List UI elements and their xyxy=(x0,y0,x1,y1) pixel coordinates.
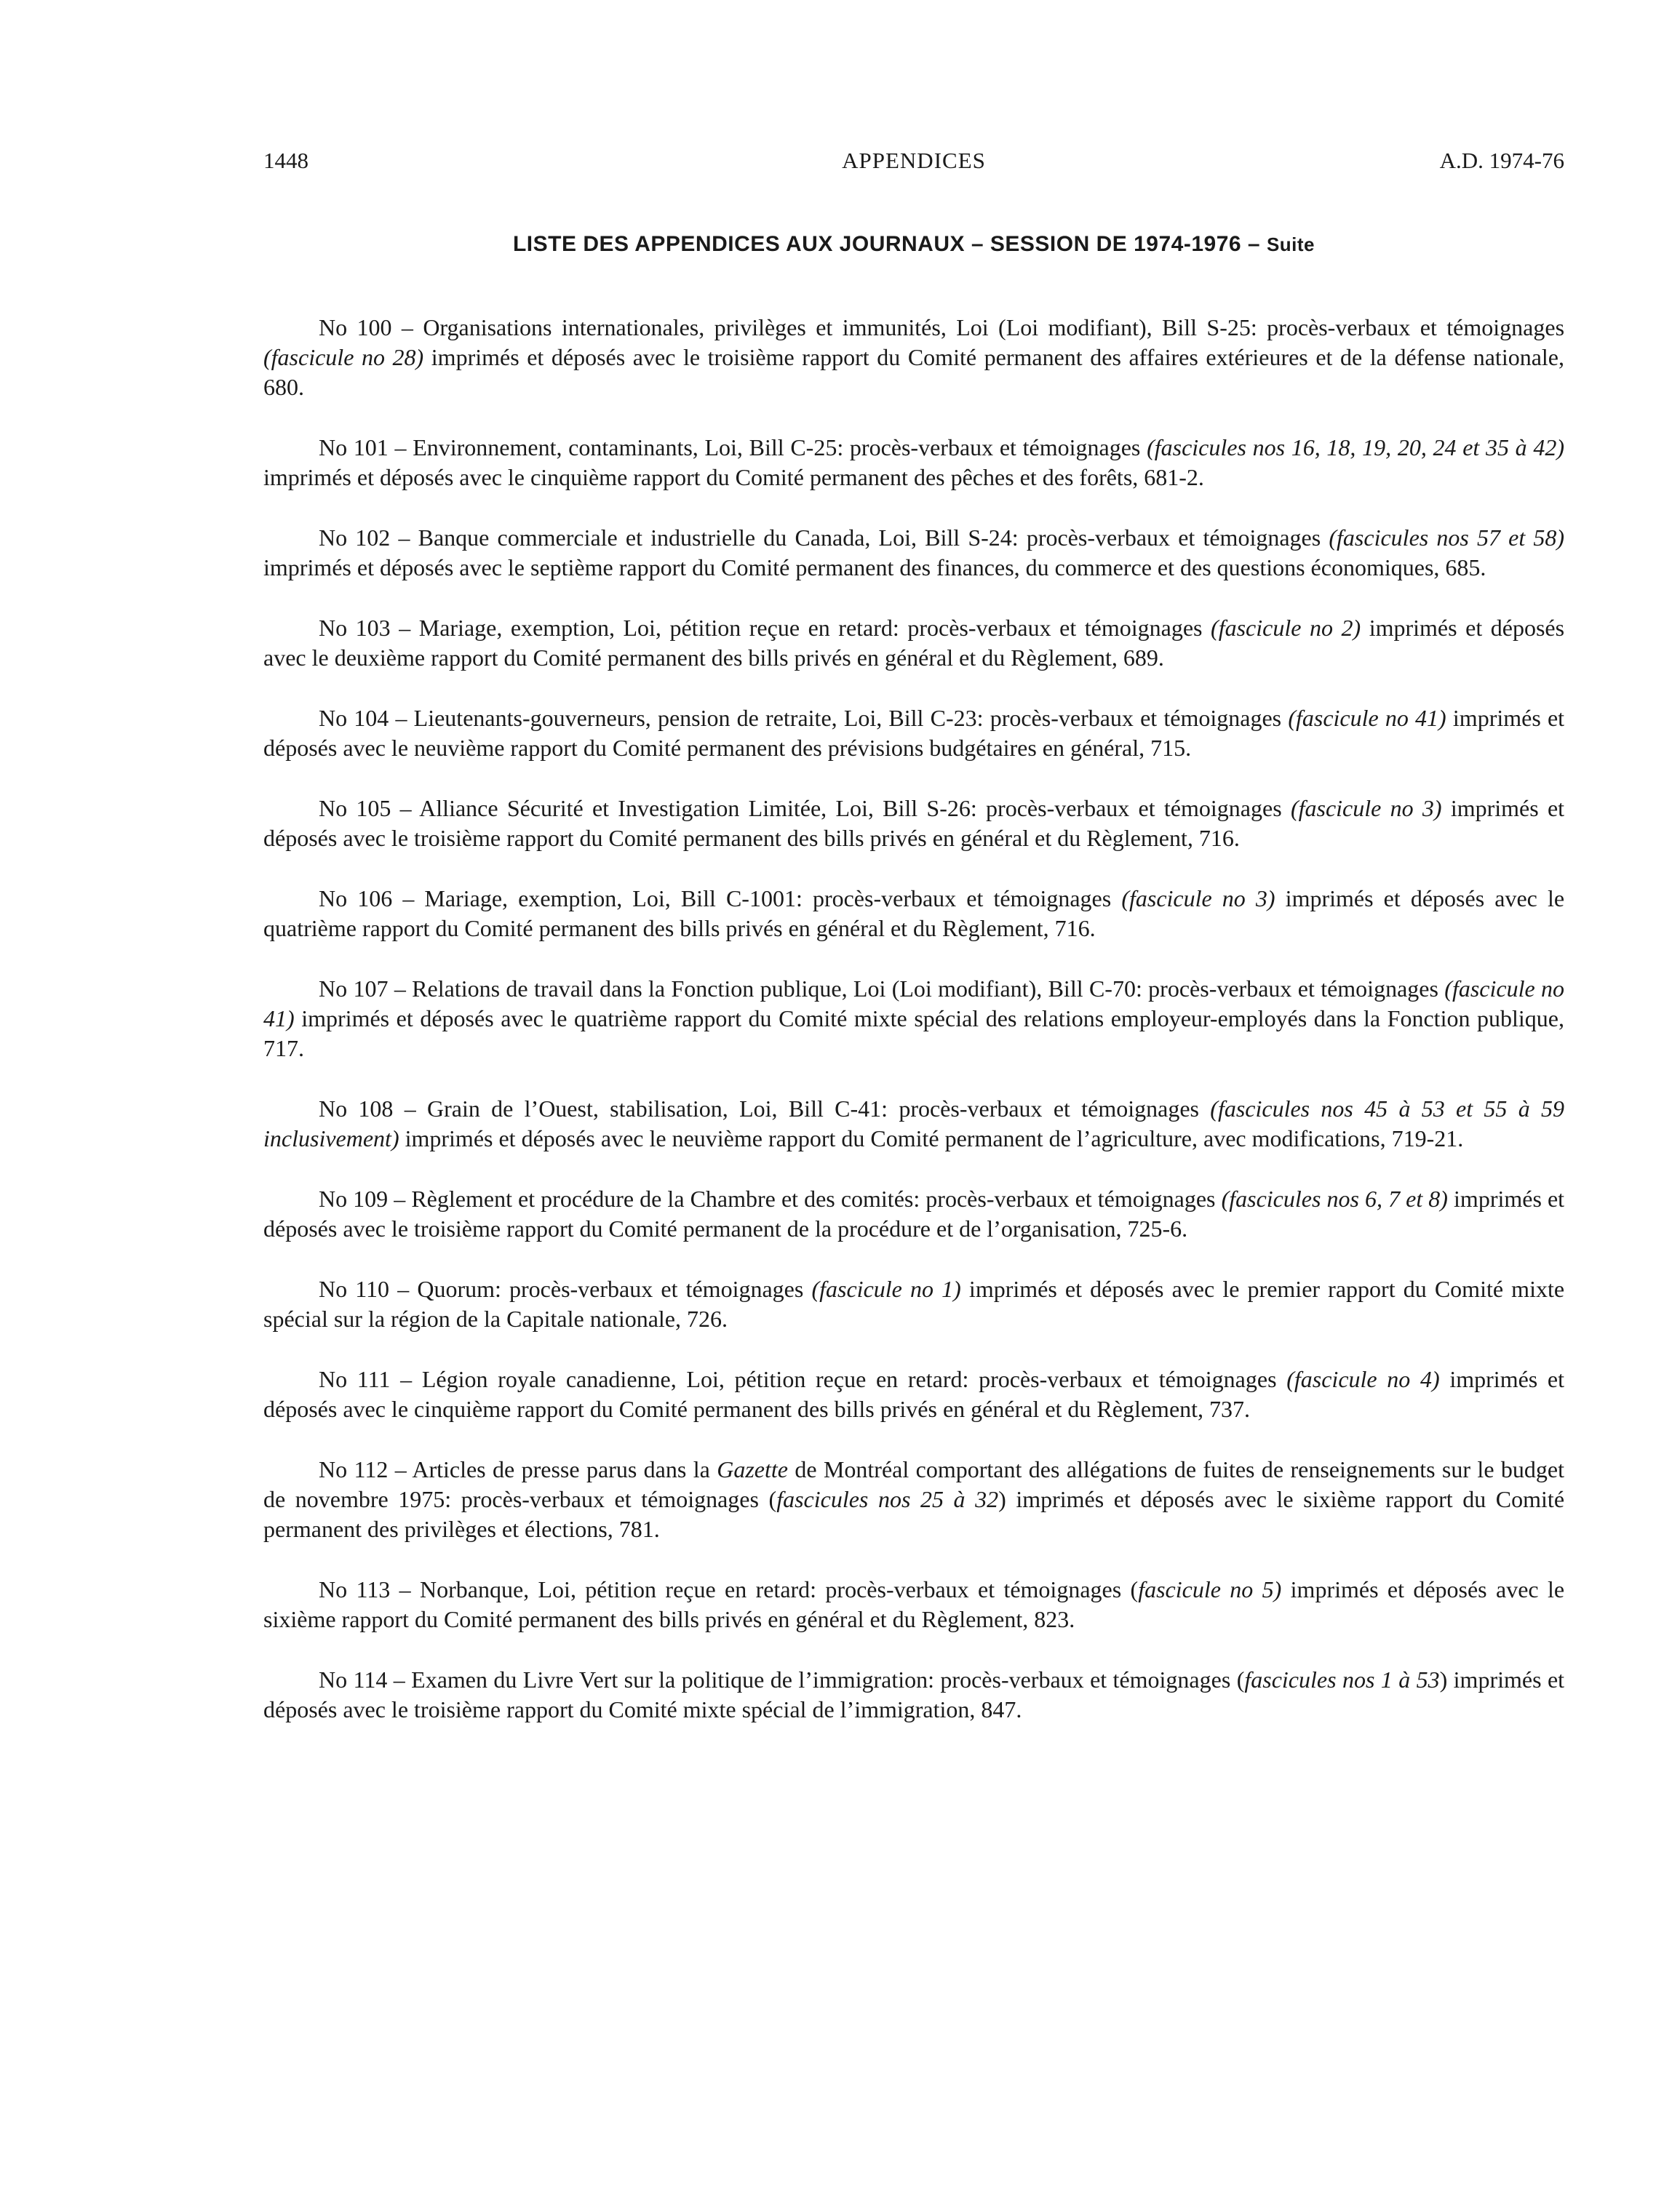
entry-103: No 103 – Mariage, exemption, Loi, pétition reçue en retard: procès-verbaux et témoignages (fascicule no 2) imprimés et déposés avec le deuxième rapport du Comité permanent des bills privés en général et du Règlement, 689. xyxy=(263,615,1565,671)
entry-text: Quorum: procès-verbaux et témoignages xyxy=(417,1276,804,1302)
entry-text: imprimés et déposés avec le deuxième rapport du Comité permanent des bills privés en général et du Règlement, 689. xyxy=(263,615,1565,671)
entry-text: Règlement et procédure de la Chambre et des comités: procès-verbaux et témoignages xyxy=(411,1186,1216,1212)
entry-113: No 113 – Norbanque, Loi, pétition reçue en retard: procès-verbaux et témoignages (fascicule no 5) imprimés et déposés avec le sixième rapport du Comité permanent des bills privés en général et du Règlement, 823. xyxy=(263,1576,1565,1632)
list-title xyxy=(263,228,1564,260)
entry-number: No 113 xyxy=(319,1576,391,1602)
entry-text: Norbanque, Loi, pétition reçue en retard: procès-verbaux et témoignages ( xyxy=(419,1576,1139,1602)
entry-fascicule: (fascicule no 28) xyxy=(263,344,424,370)
entry-106: No 106 – Mariage, exemption, Loi, Bill C-1001: procès-verbaux et témoignages (fascicule no 3) imprimés et déposés avec le quatrième rapport du Comité permanent des bills privés en général et du Règlement, 716. xyxy=(263,885,1565,941)
entry-text: Environnement, contaminants, Loi, Bill C-25: procès-verbaux et témoignages xyxy=(413,434,1141,460)
entry-number: No 110 xyxy=(319,1276,390,1302)
entry-fascicule: fascicules nos 1 à 53 xyxy=(1244,1666,1440,1693)
entry-110: No 110 – Quorum: procès-verbaux et témoignages (fascicule no 1) imprimés et déposés avec le premier rapport du Comité mixte spécial sur la région de la Capitale nationale, 726. xyxy=(263,1276,1565,1332)
entry-fascicule: (fascicules nos 16, 18, 19, 20, 24 et 35 à 42) xyxy=(1147,434,1565,460)
entry-text: ) imprimés et déposés avec le troisième rapport du Comité mixte spécial de l’immigration, 847. xyxy=(263,1666,1565,1722)
entry-number: No 102 xyxy=(319,524,391,551)
entry-text: Banque commerciale et industrielle du Canada, Loi, Bill S-24: procès-verbaux et témoignages xyxy=(418,524,1321,551)
entry-fascicule: fascicule no 5) xyxy=(1138,1576,1282,1602)
entry-fascicule: fascicules nos 25 à 32 xyxy=(776,1486,999,1512)
entry-text: imprimés et déposés avec le quatrième rapport du Comité permanent des bills privés en général et du Règlement, 716. xyxy=(263,885,1565,941)
entry-107: No 107 – Relations de travail dans la Fonction publique, Loi (Loi modifiant), Bill C-70: procès-verbaux et témoignages (fascicule no 41) imprimés et déposés avec le quatrième rapport du Comité mixte spécial des relations employeur-employés dans la Fonction publique, 717. xyxy=(263,975,1565,1061)
entry-fascicule: (fascicule no 41) xyxy=(263,975,1565,1031)
entry-fascicule: (fascicule no 41) xyxy=(1288,705,1446,731)
entry-text: Examen du Livre Vert sur la politique de l’immigration: procès-verbaux et témoignages ( xyxy=(411,1666,1245,1693)
list-title-suite: Suite xyxy=(1266,233,1315,255)
entry-number: No 100 xyxy=(319,314,392,340)
entry-number: No 104 xyxy=(319,705,389,731)
entry-text: imprimés et déposés avec le cinquième rapport du Comité permanent des pêches et des forêts, 681-2. xyxy=(263,464,1204,490)
entry-number: No 106 xyxy=(319,885,393,911)
entry-text: imprimés et déposés avec le troisième rapport du Comité permanent de la procédure et de l’organisation, 725-6. xyxy=(263,1186,1565,1242)
entry-text: imprimés et déposés avec le quatrième rapport du Comité mixte spécial des relations employeur-employés dans la Fonction publique, 717. xyxy=(263,1005,1565,1061)
entry-text: imprimés et déposés avec le neuvième rapport du Comité permanent de l’agriculture, avec modifications, 719-21. xyxy=(405,1125,1464,1151)
entry-101: No 101 – Environnement, contaminants, Loi, Bill C-25: procès-verbaux et témoignages (fascicules nos 16, 18, 19, 20, 24 et 35 à 42) imprimés et déposés avec le cinquième rapport du Comité permanent des pêches et des forêts, 681-2. xyxy=(263,434,1565,490)
entry-fascicule: (fascicule no 4) xyxy=(1286,1366,1440,1392)
entry-number: No 109 xyxy=(319,1186,389,1212)
entry-number: No 111 xyxy=(319,1366,391,1392)
entry-fascicule: (fascicule no 3) xyxy=(1290,795,1442,821)
entry-fascicule: (fascicule no 3) xyxy=(1121,885,1275,911)
entry-fascicule: (fascicules nos 6, 7 et 8) xyxy=(1221,1186,1448,1212)
entry-text: imprimés et déposés avec le troisième rapport du Comité permanent des affaires extérieures et de la défense nationale, 680. xyxy=(263,344,1565,400)
entry-text: Légion royale canadienne, Loi, pétition reçue en retard: procès-verbaux et témoignages xyxy=(421,1366,1277,1392)
entry-text: de Montréal comportant des allégations de fuites de renseignements sur le budget de novembre 1975: procès-verbaux et témoignages ( xyxy=(263,1456,1564,1512)
running-title: APPENDICES xyxy=(842,148,986,173)
entry-text: Mariage, exemption, Loi, pétition reçue en retard: procès-verbaux et témoignages xyxy=(418,615,1203,641)
entry-text: imprimés et déposés avec le neuvième rapport du Comité permanent des prévisions budgétaires en général, 715. xyxy=(263,705,1565,761)
entry-102: No 102 – Banque commerciale et industrielle du Canada, Loi, Bill S-24: procès-verbaux et témoignages (fascicules nos 57 et 58) imprimés et déposés avec le septième rapport du Comité permanent des finances, du commerce et des questions économiques, 685. xyxy=(263,524,1565,580)
entry-text: imprimés et déposés avec le sixième rapport du Comité permanent des bills privés en général et du Règlement, 823. xyxy=(263,1576,1565,1632)
entry-114: No 114 – Examen du Livre Vert sur la politique de l’immigration: procès-verbaux et témoignages (fascicules nos 1 à 53) imprimés et déposés avec le troisième rapport du Comité mixte spécial de l’immigration, 847. xyxy=(263,1666,1565,1722)
entry-104: No 104 – Lieutenants-gouverneurs, pension de retraite, Loi, Bill C-23: procès-verbaux et témoignages (fascicule no 41) imprimés et déposés avec le neuvième rapport du Comité permanent des prévisions budgétaires en général, 715. xyxy=(263,705,1565,761)
year-range: A.D. 1974-76 xyxy=(1439,148,1564,173)
entries-list xyxy=(263,313,1564,1755)
entry-number: No 105 xyxy=(319,795,391,821)
entry-number: No 101 xyxy=(319,434,389,460)
entry-fascicule: (fascicules nos 57 et 58) xyxy=(1329,524,1565,551)
entry-text: imprimés et déposés avec le cinquième rapport du Comité permanent des bills privés en général et du Règlement, 737. xyxy=(263,1366,1565,1422)
entry-112: No 112 – Articles de presse parus dans la Gazette de Montréal comportant des allégations de fuites de renseignements sur le budget de novembre 1975: procès-verbaux et témoignages (fascicules nos 25 à 32) imprimés et déposés avec le sixième rapport du Comité permanent des privilèges et élections, 781. xyxy=(263,1456,1565,1542)
entry-text: Relations de travail dans la Fonction publique, Loi (Loi modifiant), Bill C-70: procès-verbaux et témoignages xyxy=(412,975,1438,1002)
entry-text: imprimés et déposés avec le septième rapport du Comité permanent des finances, du commerce et des questions économiques, 685. xyxy=(263,554,1486,580)
entry-text: Mariage, exemption, Loi, Bill C-1001: procès-verbaux et témoignages xyxy=(424,885,1112,911)
entry-109: No 109 – Règlement et procédure de la Chambre et des comités: procès-verbaux et témoignages (fascicules nos 6, 7 et 8) imprimés et déposés avec le troisième rapport du Comité permanent de la procédure et de l’organisation, 725-6. xyxy=(263,1186,1565,1242)
entry-text: Alliance Sécurité et Investigation Limitée, Loi, Bill S-26: procès-verbaux et témoignages xyxy=(419,795,1282,821)
entry-text: imprimés et déposés avec le premier rapport du Comité mixte spécial sur la région de la Capitale nationale, 726. xyxy=(263,1276,1565,1332)
entry-111: No 111 – Légion royale canadienne, Loi, pétition reçue en retard: procès-verbaux et témoignages (fascicule no 4) imprimés et déposés avec le cinquième rapport du Comité permanent des bills privés en général et du Règlement, 737. xyxy=(263,1366,1565,1422)
entry-text: Organisations internationales, privilèges et immunités, Loi (Loi modifiant), Bill S-25: procès-verbaux et témoignages xyxy=(423,314,1565,340)
page-header xyxy=(263,143,1564,179)
page-number: 1448 xyxy=(263,148,308,173)
entry-105: No 105 – Alliance Sécurité et Investigation Limitée, Loi, Bill S-26: procès-verbaux et témoignages (fascicule no 3) imprimés et déposés avec le troisième rapport du Comité permanent des bills privés en général et du Règlement, 716. xyxy=(263,795,1565,851)
entry-number: No 114 xyxy=(319,1666,388,1693)
entry-fascicule: (fascicule no 2) xyxy=(1211,615,1361,641)
entry-number: No 103 xyxy=(319,615,391,641)
entry-108: No 108 – Grain de l’Ouest, stabilisation, Loi, Bill C-41: procès-verbaux et témoignages (fascicules nos 45 à 53 et 55 à 59 inclusivement) imprimés et déposés avec le neuvième rapport du Comité permanent de l’agriculture, avec modifications, 719-21. xyxy=(263,1095,1565,1151)
entry-text: Grain de l’Ouest, stabilisation, Loi, Bill C-41: procès-verbaux et témoignages xyxy=(427,1095,1199,1122)
entry-fascicule: (fascicules nos 45 à 53 et 55 à 59 inclusivement) xyxy=(263,1095,1565,1151)
entry-text: imprimés et déposés avec le troisième rapport du Comité permanent des bills privés en général et du Règlement, 716. xyxy=(263,795,1565,851)
entry-100: No 100 – Organisations internationales, privilèges et immunités, Loi (Loi modifiant), Bill S-25: procès-verbaux et témoignages (fascicule no 28) imprimés et déposés avec le troisième rapport du Comité permanent des affaires extérieures et de la défense nationale, 680. xyxy=(263,314,1565,400)
list-title-main: LISTE DES APPENDICES AUX JOURNAUX – SESSION DE 1974-1976 – xyxy=(512,232,1261,256)
entry-number: No 108 xyxy=(319,1095,394,1122)
entry-text: ) imprimés et déposés avec le sixième rapport du Comité permanent des privilèges et élections, 781. xyxy=(263,1486,1565,1542)
entry-text: Lieutenants-gouverneurs, pension de retraite, Loi, Bill C-23: procès-verbaux et témoignages xyxy=(413,705,1282,731)
entry-text: Articles de presse parus dans la xyxy=(412,1456,710,1482)
entry-number: No 112 xyxy=(319,1456,389,1482)
entry-newspaper-title: Gazette xyxy=(717,1456,788,1482)
entry-fascicule: (fascicule no 1) xyxy=(811,1276,961,1302)
entry-number: No 107 xyxy=(319,975,389,1002)
